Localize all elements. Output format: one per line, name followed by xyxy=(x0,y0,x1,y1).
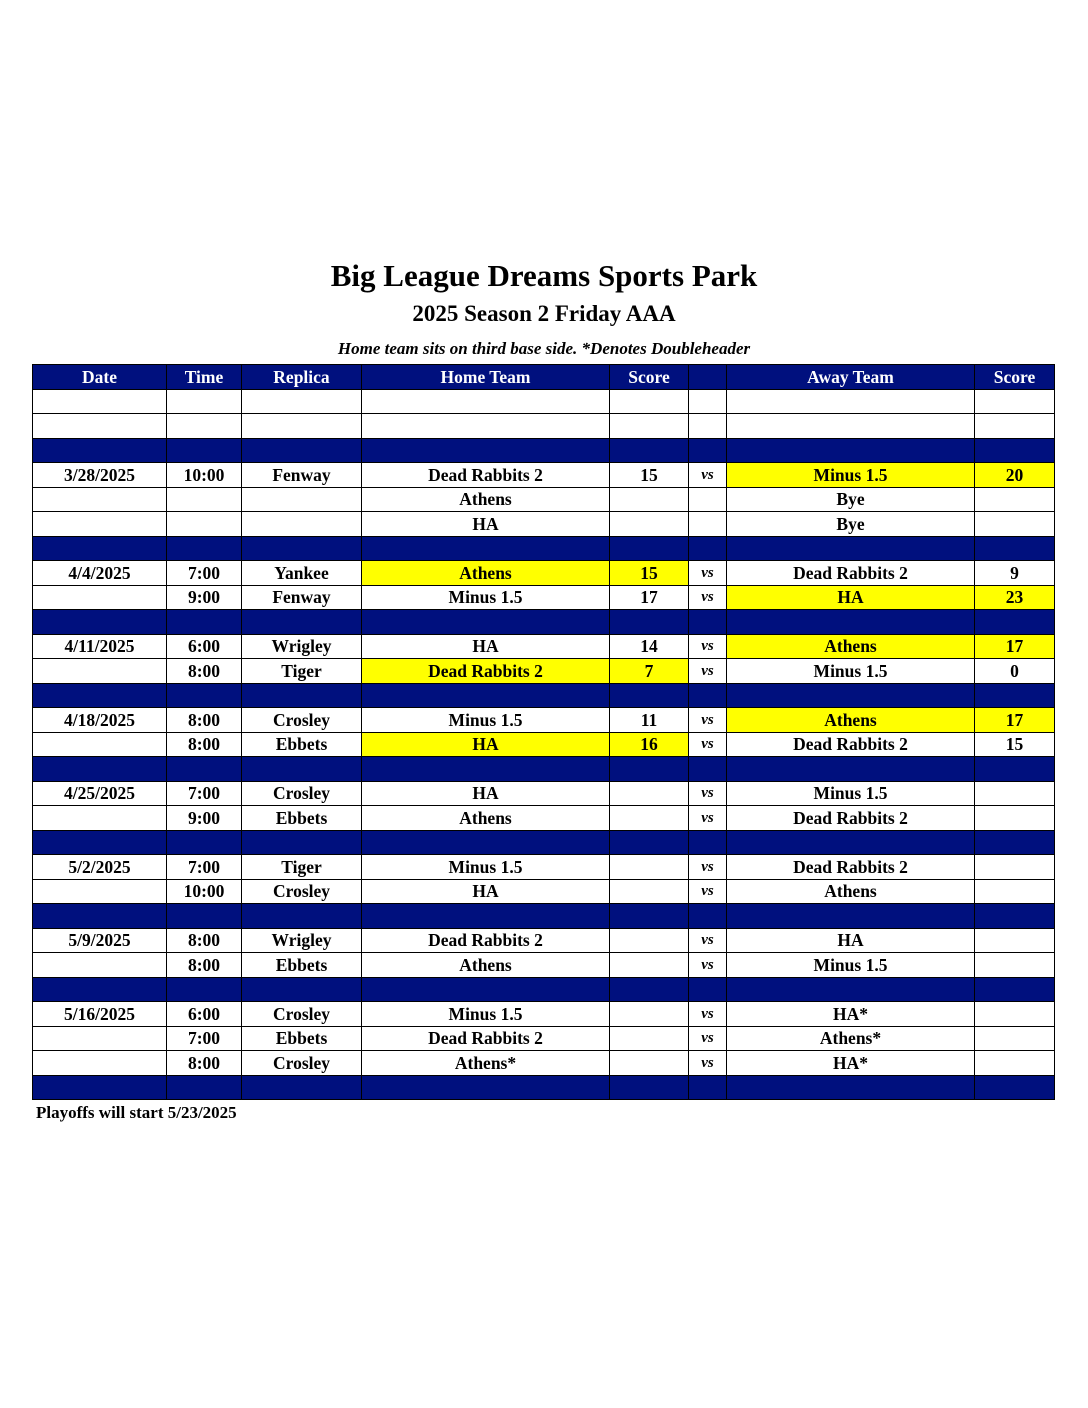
cell-time xyxy=(167,1075,242,1100)
cell-home-team: Minus 1.5 xyxy=(362,1002,610,1027)
game-row xyxy=(33,855,1055,880)
cell-home-score: 17 xyxy=(610,585,689,610)
cell-time: 8:00 xyxy=(167,732,242,757)
week-separator-row xyxy=(33,536,1055,561)
cell-time xyxy=(167,487,242,512)
cell-home-score: 15 xyxy=(610,561,689,586)
cell-replica: Tiger xyxy=(242,855,362,880)
cell-home-score xyxy=(610,1002,689,1027)
cell-home-score xyxy=(610,536,689,561)
cell-date xyxy=(33,414,167,439)
cell-replica: Fenway xyxy=(242,585,362,610)
col-away-team: Away Team xyxy=(727,365,975,390)
cell-date: 3/28/2025 xyxy=(33,463,167,488)
cell-home-score xyxy=(610,683,689,708)
cell-time: 10:00 xyxy=(167,879,242,904)
cell-vs xyxy=(689,977,727,1002)
cell-replica: Ebbets xyxy=(242,732,362,757)
cell-away-score xyxy=(975,806,1055,831)
cell-replica xyxy=(242,512,362,537)
cell-away-score xyxy=(975,414,1055,439)
cell-away-score: 9 xyxy=(975,561,1055,586)
header-row xyxy=(33,365,1055,390)
cell-away-team: Athens xyxy=(727,708,975,733)
cell-time: 8:00 xyxy=(167,1051,242,1076)
cell-away-score: 17 xyxy=(975,634,1055,659)
cell-vs: vs xyxy=(689,1051,727,1076)
cell-date xyxy=(33,512,167,537)
cell-time xyxy=(167,438,242,463)
cell-away-team: Minus 1.5 xyxy=(727,463,975,488)
cell-home-team: Athens xyxy=(362,561,610,586)
game-row xyxy=(33,463,1055,488)
cell-home-team: HA xyxy=(362,732,610,757)
cell-home-team xyxy=(362,683,610,708)
doubleheader-note: Home team sits on third base side. *Denotes Doubleheader xyxy=(337,339,751,358)
cell-date: 4/4/2025 xyxy=(33,561,167,586)
cell-date xyxy=(33,389,167,414)
cell-home-team xyxy=(362,389,610,414)
cell-time xyxy=(167,536,242,561)
game-row xyxy=(33,708,1055,733)
cell-home-score xyxy=(610,781,689,806)
cell-home-team: Minus 1.5 xyxy=(362,585,610,610)
cell-home-score xyxy=(610,610,689,635)
cell-time: 6:00 xyxy=(167,1002,242,1027)
game-row xyxy=(33,561,1055,586)
cell-away-score xyxy=(975,683,1055,708)
cell-home-score: 15 xyxy=(610,463,689,488)
cell-replica xyxy=(242,904,362,929)
cell-home-score xyxy=(610,904,689,929)
cell-home-score xyxy=(610,1075,689,1100)
game-row xyxy=(33,732,1055,757)
cell-date xyxy=(33,610,167,635)
cell-home-team: Dead Rabbits 2 xyxy=(362,1026,610,1051)
cell-home-score xyxy=(610,389,689,414)
blank-row xyxy=(33,414,1055,439)
cell-vs xyxy=(689,438,727,463)
playoffs-note: Playoffs will start 5/23/2025 xyxy=(36,1103,237,1122)
game-row xyxy=(33,879,1055,904)
cell-away-score xyxy=(975,1051,1055,1076)
cell-home-team: Dead Rabbits 2 xyxy=(362,463,610,488)
cell-vs: vs xyxy=(689,634,727,659)
cell-away-score xyxy=(975,977,1055,1002)
cell-home-team: HA xyxy=(362,512,610,537)
cell-date xyxy=(33,953,167,978)
cell-vs: vs xyxy=(689,928,727,953)
cell-date: 5/16/2025 xyxy=(33,1002,167,1027)
cell-home-team: HA xyxy=(362,781,610,806)
col-time: Time xyxy=(167,365,242,390)
cell-home-score xyxy=(610,757,689,782)
col-home-team: Home Team xyxy=(362,365,610,390)
week-separator-row xyxy=(33,683,1055,708)
cell-replica: Crosley xyxy=(242,1051,362,1076)
cell-away-score xyxy=(975,781,1055,806)
cell-replica xyxy=(242,414,362,439)
cell-away-score xyxy=(975,389,1055,414)
cell-away-team xyxy=(727,438,975,463)
cell-away-score xyxy=(975,512,1055,537)
col-vs xyxy=(689,365,727,390)
cell-time xyxy=(167,512,242,537)
cell-home-team: Athens xyxy=(362,953,610,978)
cell-away-team xyxy=(727,414,975,439)
cell-home-score xyxy=(610,487,689,512)
cell-away-team: Minus 1.5 xyxy=(727,659,975,684)
cell-away-team: HA xyxy=(727,928,975,953)
cell-home-team: Minus 1.5 xyxy=(362,708,610,733)
cell-date xyxy=(33,732,167,757)
cell-date: 4/11/2025 xyxy=(33,634,167,659)
week-separator-row xyxy=(33,438,1055,463)
cell-home-team: Athens xyxy=(362,487,610,512)
cell-home-team: HA xyxy=(362,879,610,904)
cell-home-team xyxy=(362,536,610,561)
cell-home-score xyxy=(610,855,689,880)
cell-away-team xyxy=(727,977,975,1002)
cell-away-score xyxy=(975,757,1055,782)
cell-replica: Ebbets xyxy=(242,806,362,831)
cell-away-score xyxy=(975,1075,1055,1100)
cell-home-team xyxy=(362,438,610,463)
cell-time: 10:00 xyxy=(167,463,242,488)
cell-away-team: HA* xyxy=(727,1002,975,1027)
cell-home-score xyxy=(610,1026,689,1051)
cell-away-score xyxy=(975,1002,1055,1027)
col-home-score: Score xyxy=(610,365,689,390)
cell-date xyxy=(33,879,167,904)
cell-replica xyxy=(242,389,362,414)
game-row xyxy=(33,585,1055,610)
cell-replica: Crosley xyxy=(242,1002,362,1027)
cell-replica xyxy=(242,438,362,463)
cell-away-team: Bye xyxy=(727,487,975,512)
cell-date xyxy=(33,659,167,684)
cell-home-score xyxy=(610,1051,689,1076)
cell-away-team: Bye xyxy=(727,512,975,537)
cell-away-score: 17 xyxy=(975,708,1055,733)
cell-vs xyxy=(689,389,727,414)
cell-home-team: Dead Rabbits 2 xyxy=(362,659,610,684)
cell-home-team: Athens* xyxy=(362,1051,610,1076)
cell-home-team xyxy=(362,904,610,929)
cell-home-score xyxy=(610,879,689,904)
cell-home-team: Minus 1.5 xyxy=(362,855,610,880)
cell-replica: Wrigley xyxy=(242,928,362,953)
cell-replica xyxy=(242,830,362,855)
schedule-table xyxy=(32,364,1055,1100)
cell-away-score xyxy=(975,928,1055,953)
cell-date xyxy=(33,977,167,1002)
cell-replica: Crosley xyxy=(242,708,362,733)
cell-time: 6:00 xyxy=(167,634,242,659)
cell-time xyxy=(167,757,242,782)
game-row xyxy=(33,1026,1055,1051)
cell-time: 8:00 xyxy=(167,953,242,978)
cell-home-score xyxy=(610,414,689,439)
cell-date: 5/9/2025 xyxy=(33,928,167,953)
cell-time: 9:00 xyxy=(167,806,242,831)
cell-replica xyxy=(242,683,362,708)
cell-replica xyxy=(242,1075,362,1100)
cell-replica xyxy=(242,757,362,782)
col-replica: Replica xyxy=(242,365,362,390)
cell-away-score: 23 xyxy=(975,585,1055,610)
cell-replica: Yankee xyxy=(242,561,362,586)
cell-away-team: Dead Rabbits 2 xyxy=(727,855,975,880)
cell-vs xyxy=(689,512,727,537)
cell-away-team: HA* xyxy=(727,1051,975,1076)
cell-time: 7:00 xyxy=(167,561,242,586)
cell-replica: Ebbets xyxy=(242,1026,362,1051)
game-row xyxy=(33,781,1055,806)
cell-home-team xyxy=(362,757,610,782)
cell-replica xyxy=(242,610,362,635)
cell-date xyxy=(33,1051,167,1076)
week-separator-row xyxy=(33,757,1055,782)
cell-away-score: 15 xyxy=(975,732,1055,757)
cell-home-team xyxy=(362,977,610,1002)
cell-replica: Tiger xyxy=(242,659,362,684)
cell-away-team xyxy=(727,1075,975,1100)
cell-date xyxy=(33,806,167,831)
game-row xyxy=(33,928,1055,953)
cell-away-team: Minus 1.5 xyxy=(727,953,975,978)
cell-time: 8:00 xyxy=(167,659,242,684)
cell-vs: vs xyxy=(689,1002,727,1027)
cell-replica: Crosley xyxy=(242,781,362,806)
cell-time xyxy=(167,414,242,439)
page-title: Big League Dreams Sports Park xyxy=(330,258,758,293)
game-row xyxy=(33,634,1055,659)
cell-time xyxy=(167,683,242,708)
cell-home-team: HA xyxy=(362,634,610,659)
game-row xyxy=(33,1051,1055,1076)
week-separator-row xyxy=(33,977,1055,1002)
cell-away-team: Athens xyxy=(727,634,975,659)
cell-time xyxy=(167,904,242,929)
cell-date: 5/2/2025 xyxy=(33,855,167,880)
cell-replica xyxy=(242,536,362,561)
col-away-score: Score xyxy=(975,365,1055,390)
cell-vs: vs xyxy=(689,585,727,610)
cell-replica xyxy=(242,977,362,1002)
cell-vs: vs xyxy=(689,781,727,806)
cell-vs: vs xyxy=(689,463,727,488)
cell-vs xyxy=(689,904,727,929)
page-subtitle: 2025 Season 2 Friday AAA xyxy=(412,301,676,326)
cell-away-team xyxy=(727,757,975,782)
cell-time xyxy=(167,830,242,855)
cell-away-team: Minus 1.5 xyxy=(727,781,975,806)
cell-away-score xyxy=(975,904,1055,929)
cell-away-score xyxy=(975,487,1055,512)
cell-away-score xyxy=(975,610,1055,635)
cell-replica: Fenway xyxy=(242,463,362,488)
cell-home-score xyxy=(610,928,689,953)
cell-vs: vs xyxy=(689,732,727,757)
cell-time xyxy=(167,610,242,635)
cell-time: 7:00 xyxy=(167,1026,242,1051)
cell-away-score xyxy=(975,536,1055,561)
cell-away-team xyxy=(727,904,975,929)
cell-date xyxy=(33,1075,167,1100)
cell-home-team xyxy=(362,830,610,855)
cell-home-team: Dead Rabbits 2 xyxy=(362,928,610,953)
cell-date xyxy=(33,536,167,561)
cell-away-score xyxy=(975,855,1055,880)
cell-away-team: Dead Rabbits 2 xyxy=(727,806,975,831)
cell-away-team xyxy=(727,610,975,635)
cell-vs: vs xyxy=(689,879,727,904)
game-row xyxy=(33,512,1055,537)
cell-home-score: 14 xyxy=(610,634,689,659)
cell-away-score: 20 xyxy=(975,463,1055,488)
cell-replica: Ebbets xyxy=(242,953,362,978)
cell-away-team: Athens* xyxy=(727,1026,975,1051)
cell-home-team: Athens xyxy=(362,806,610,831)
game-row xyxy=(33,487,1055,512)
cell-vs: vs xyxy=(689,806,727,831)
cell-vs: vs xyxy=(689,953,727,978)
cell-home-score xyxy=(610,830,689,855)
cell-home-score: 7 xyxy=(610,659,689,684)
cell-home-score xyxy=(610,512,689,537)
cell-time: 7:00 xyxy=(167,781,242,806)
cell-vs: vs xyxy=(689,1026,727,1051)
cell-time: 7:00 xyxy=(167,855,242,880)
cell-home-score: 11 xyxy=(610,708,689,733)
cell-vs xyxy=(689,536,727,561)
week-separator-row xyxy=(33,610,1055,635)
cell-date xyxy=(33,683,167,708)
cell-away-score xyxy=(975,438,1055,463)
cell-vs xyxy=(689,414,727,439)
cell-away-score xyxy=(975,830,1055,855)
cell-replica: Wrigley xyxy=(242,634,362,659)
week-separator-row xyxy=(33,830,1055,855)
cell-date xyxy=(33,757,167,782)
cell-home-score xyxy=(610,977,689,1002)
cell-away-score: 0 xyxy=(975,659,1055,684)
col-date: Date xyxy=(33,365,167,390)
cell-home-score xyxy=(610,806,689,831)
cell-vs xyxy=(689,487,727,512)
cell-date: 4/25/2025 xyxy=(33,781,167,806)
week-separator-row xyxy=(33,1075,1055,1100)
cell-vs: vs xyxy=(689,659,727,684)
game-row xyxy=(33,659,1055,684)
cell-date xyxy=(33,1026,167,1051)
cell-vs xyxy=(689,757,727,782)
cell-time xyxy=(167,389,242,414)
cell-away-team xyxy=(727,683,975,708)
cell-time xyxy=(167,977,242,1002)
cell-vs xyxy=(689,610,727,635)
cell-home-score xyxy=(610,438,689,463)
cell-date xyxy=(33,904,167,929)
game-row xyxy=(33,806,1055,831)
cell-date xyxy=(33,585,167,610)
cell-vs: vs xyxy=(689,855,727,880)
cell-replica: Crosley xyxy=(242,879,362,904)
cell-away-score xyxy=(975,879,1055,904)
blank-row xyxy=(33,389,1055,414)
cell-away-team xyxy=(727,389,975,414)
cell-away-team: Dead Rabbits 2 xyxy=(727,561,975,586)
week-separator-row xyxy=(33,904,1055,929)
cell-date: 4/18/2025 xyxy=(33,708,167,733)
cell-vs xyxy=(689,683,727,708)
cell-away-team: HA xyxy=(727,585,975,610)
cell-vs xyxy=(689,1075,727,1100)
cell-time: 8:00 xyxy=(167,708,242,733)
cell-away-score xyxy=(975,1026,1055,1051)
cell-vs: vs xyxy=(689,708,727,733)
cell-home-team xyxy=(362,414,610,439)
game-row xyxy=(33,1002,1055,1027)
cell-home-team xyxy=(362,1075,610,1100)
cell-away-team: Dead Rabbits 2 xyxy=(727,732,975,757)
cell-away-team: Athens xyxy=(727,879,975,904)
cell-home-score xyxy=(610,953,689,978)
cell-home-team xyxy=(362,610,610,635)
cell-time: 8:00 xyxy=(167,928,242,953)
cell-date xyxy=(33,438,167,463)
cell-time: 9:00 xyxy=(167,585,242,610)
game-row xyxy=(33,953,1055,978)
schedule-body xyxy=(33,389,1055,1100)
cell-away-team xyxy=(727,536,975,561)
cell-replica xyxy=(242,487,362,512)
cell-vs xyxy=(689,830,727,855)
cell-vs: vs xyxy=(689,561,727,586)
cell-date xyxy=(33,830,167,855)
cell-away-team xyxy=(727,830,975,855)
cell-away-score xyxy=(975,953,1055,978)
cell-date xyxy=(33,487,167,512)
cell-home-score: 16 xyxy=(610,732,689,757)
